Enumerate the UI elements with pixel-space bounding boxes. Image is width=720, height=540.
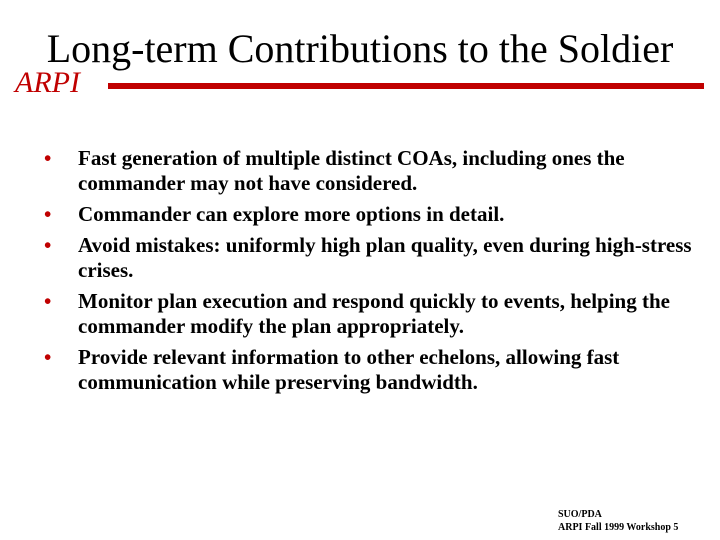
bullet-icon: • [44,146,52,170]
bullet-item [44,146,714,196]
bullet-item [44,202,714,227]
slide-footer [558,508,678,534]
bullet-text: Fast generation of multiple distinct COAs, including ones the commander may not have considered. [78,146,625,195]
bullet-item [44,233,714,283]
title-divider [108,83,704,89]
bullet-icon: • [44,202,52,226]
bullet-text: Monitor plan execution and respond quickly to events, helping the commander modify the plan appropriately. [78,289,670,338]
footer-workshop-page: ARPI Fall 1999 Workshop 5 [558,522,679,533]
bullet-text: Provide relevant information to other echelons, allowing fast communication while preserving bandwidth. [78,345,620,394]
bullet-icon: • [44,289,52,313]
bullet-list [44,146,714,401]
bullet-text: Commander can explore more options in detail. [78,202,505,226]
arpi-logo: ARPI [15,66,80,99]
slide-title: Long-term Contributions to the Soldier [46,26,674,71]
bullet-item [44,289,714,339]
bullet-text: Avoid mistakes: uniformly high plan quality, even during high-stress crises. [78,233,692,282]
bullet-item [44,345,714,395]
bullet-icon: • [44,233,52,257]
footer-project: SUO/PDA [558,509,602,520]
bullet-icon: • [44,345,52,369]
